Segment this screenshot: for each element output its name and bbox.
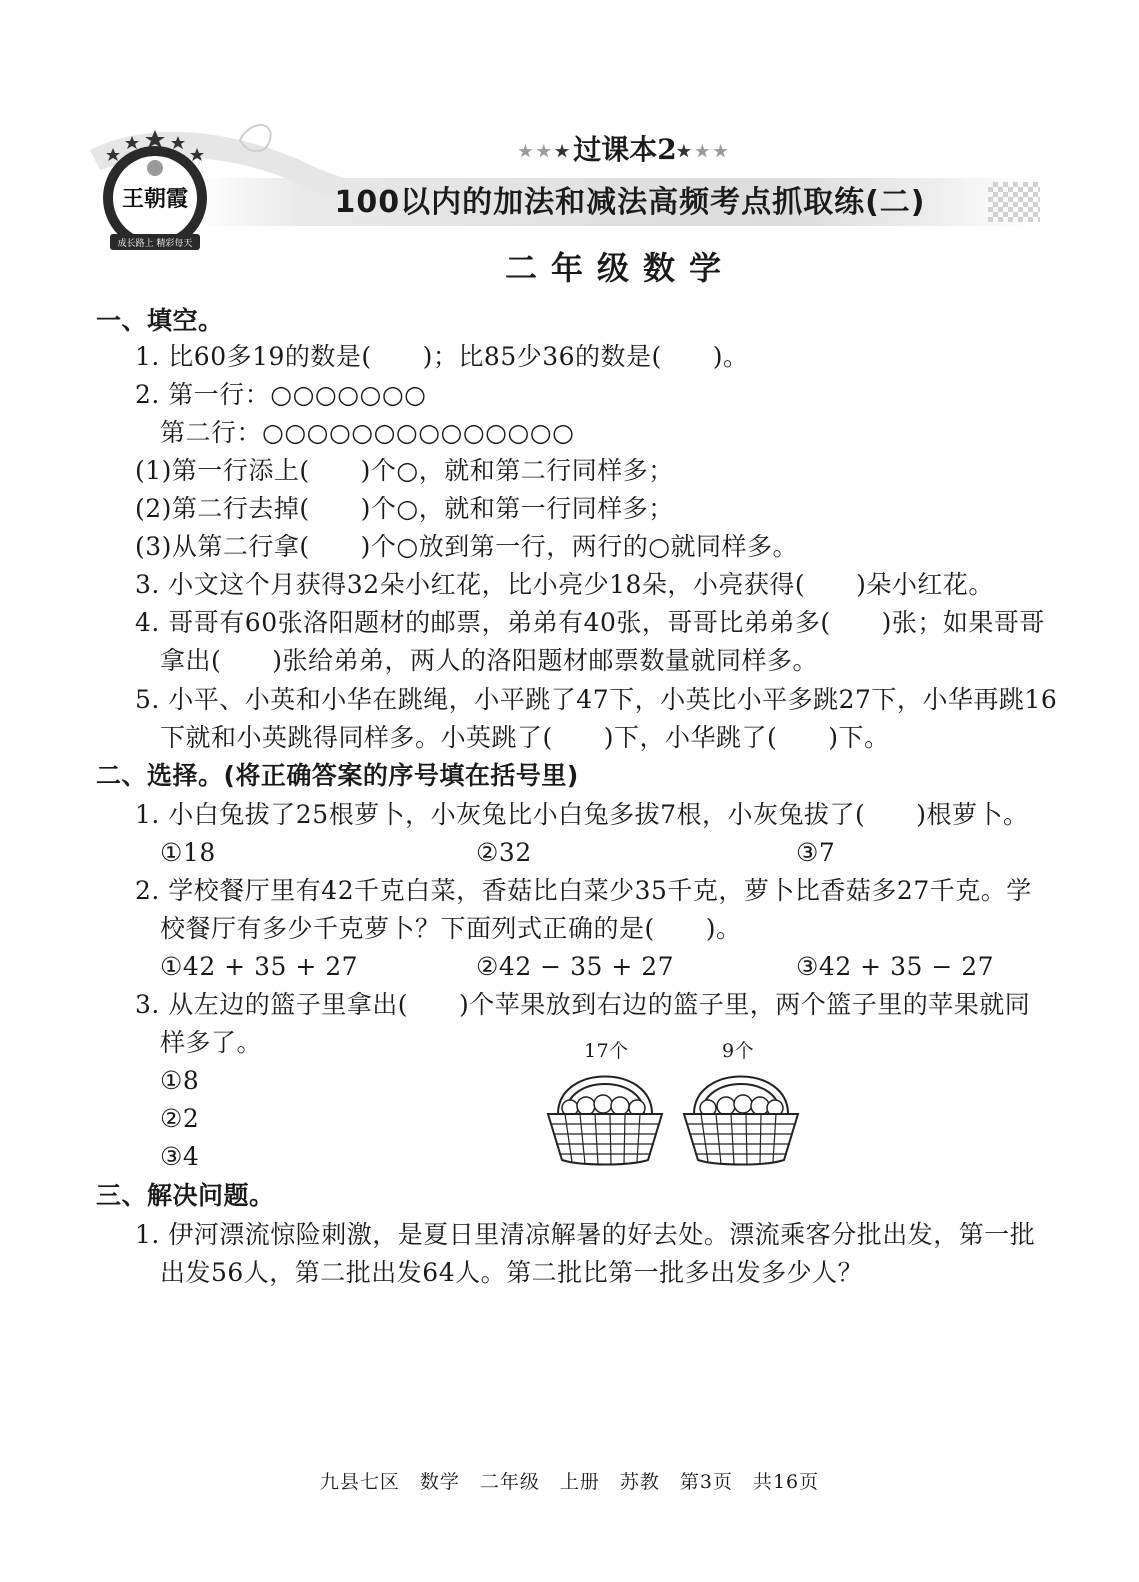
option: ②2 bbox=[160, 1104, 200, 1133]
star-icon: ★ bbox=[554, 141, 574, 161]
question-text: 下就和小英跳得同样多。小英跳了( )下，小华跳了( )下。 bbox=[160, 723, 890, 752]
question-text: 1. 伊河漂流惊险刺激，是夏日里清凉解暑的好去处。漂流乘客分批出发，第一批 bbox=[135, 1220, 1036, 1249]
option: ①18 bbox=[160, 838, 216, 867]
option: ①8 bbox=[160, 1066, 200, 1095]
star-icon: ★ bbox=[676, 141, 696, 161]
question-text: 第二行：○○○○○○○○○○○○○○ bbox=[160, 418, 575, 447]
question-text: 出发56人，第二批出发64人。第二批比第一批多出发多少人？ bbox=[160, 1258, 864, 1287]
question-text: 校餐厅有多少千克萝卜？下面列式正确的是( )。 bbox=[160, 914, 742, 943]
series-label: ★★★过课本2★★★ bbox=[518, 133, 732, 166]
question-text: 2. 第一行：○○○○○○○ bbox=[135, 380, 427, 409]
section-heading: 三、解决问题。 bbox=[96, 1181, 275, 1210]
question-text: 1. 小白兔拔了25根萝卜，小灰兔比小白兔多拔7根，小灰兔拔了( )根萝卜。 bbox=[135, 800, 1029, 829]
question-text: (1)第一行添上( )个○，就和第二行同样多； bbox=[135, 456, 674, 485]
question-text: 3. 从左边的篮子里拿出( )个苹果放到右边的篮子里，两个篮子里的苹果就同 bbox=[135, 990, 1031, 1019]
question-text: (2)第二行去掉( )个○，就和第一行同样多； bbox=[135, 494, 674, 523]
question-text: 样多了。 bbox=[160, 1028, 263, 1057]
question-text: 2. 学校餐厅里有42千克白菜，香菇比白菜少35千克，萝卜比香菇多27千克。学 bbox=[135, 876, 1032, 905]
basket-count-label: 9个 bbox=[722, 1040, 755, 1062]
option: ①42 + 35 + 27 bbox=[160, 952, 359, 981]
star-icon: ★★ bbox=[695, 141, 732, 161]
question-text: (3)从第二行拿( )个○放到第一行，两行的○就同样多。 bbox=[135, 532, 799, 561]
section-heading: 一、填空。 bbox=[96, 306, 224, 335]
star-icon: ★★ bbox=[518, 141, 555, 161]
section-heading: 二、选择。(将正确答案的序号填在括号里) bbox=[96, 761, 579, 790]
page-title: 100以内的加法和减法高频考点抓取练(二) bbox=[334, 185, 926, 220]
option: ③4 bbox=[160, 1142, 200, 1171]
question-text: 5. 小平、小英和小华在跳绳，小平跳了47下，小英比小平多跳27下，小华再跳16 bbox=[135, 685, 1058, 714]
basket-left-icon bbox=[548, 1077, 662, 1165]
option: ②32 bbox=[476, 838, 532, 867]
basket-count-label: 17个 bbox=[584, 1040, 629, 1062]
question-text: 拿出( )张给弟弟，两人的洛阳题材邮票数量就同样多。 bbox=[160, 646, 819, 675]
baskets-illustration bbox=[540, 1064, 810, 1170]
subject-title: 二年级数学 bbox=[504, 249, 735, 287]
svg-text:成长路上 精彩每天: 成长路上 精彩每天 bbox=[117, 239, 193, 249]
question-text: 1. 比60多19的数是( )；比85少36的数是( )。 bbox=[135, 342, 749, 371]
logo-text: 王朝霞 bbox=[121, 186, 189, 212]
question-text: 3. 小文这个月获得32朵小红花，比小亮少18朵，小亮获得( )朵小红花。 bbox=[135, 570, 994, 599]
question-text: 4. 哥哥有60张洛阳题材的邮票，弟弟有40张，哥哥比弟弟多( )张；如果哥哥 bbox=[135, 608, 1045, 637]
option: ②42 − 35 + 27 bbox=[476, 952, 675, 981]
option: ③7 bbox=[796, 838, 836, 867]
option: ③42 + 35 − 27 bbox=[796, 952, 995, 981]
page-footer: 九县七区 数学 二年级 上册 苏教 第3页 共16页 bbox=[319, 1471, 820, 1493]
basket-right-icon bbox=[684, 1077, 798, 1165]
